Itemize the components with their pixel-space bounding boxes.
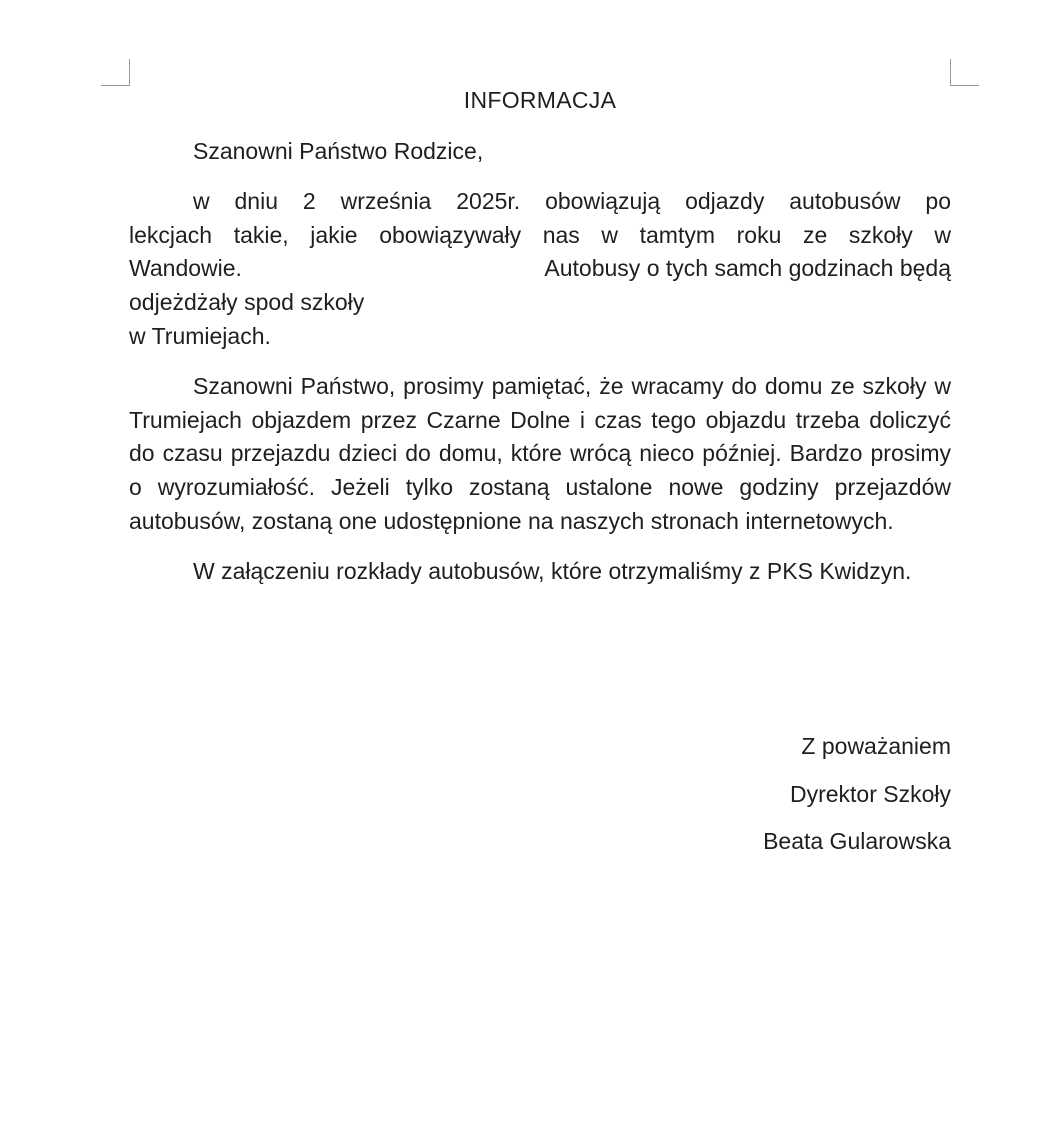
paragraph-1-line-3: [129, 252, 951, 286]
paragraph-2: Szanowni Państwo, prosimy pamiętać, że wracamy do domu ze szkoły w Trumiejach objazdem przez Czarne Dolne i czas tego objazdu trzeba doliczyć do czasu przejazdu dzieci do domu, które wrócą nieco później. Bardzo prosimy o wyrozumiałość. Jeżeli tylko zostaną ustalone nowe godziny przejazdów autobusów, zostaną one udostępnione na naszych stronach internetowych.: [129, 373, 951, 534]
signature-block: [763, 728, 951, 871]
greeting: Szanowni Państwo Rodzice,: [193, 137, 484, 164]
crop-mark-top-right: [950, 59, 979, 86]
paragraph-1-line-5: w Trumiejach.: [129, 322, 271, 349]
signature-closing: Z poważaniem: [801, 733, 951, 759]
document-body: [129, 84, 951, 589]
paragraph-1: [129, 185, 951, 353]
paragraph-3: W załączeniu rozkłady autobusów, które otrzymaliśmy z PKS Kwidzyn.: [193, 558, 912, 585]
paragraph-1-line-3-right: Autobusy o tych samch godzinach będą: [544, 255, 951, 282]
document-heading: INFORMACJA: [463, 87, 617, 113]
paragraph-1-line-3-left: Wandowie.: [129, 255, 242, 282]
paragraph-1-line-2: lekcjach takie, jakie obowiązywały nas w tamtym roku ze szkoły w: [129, 221, 951, 248]
signature-role: Dyrektor Szkoły: [789, 780, 951, 807]
paragraph-1-line-1: w dniu 2 września 2025r. obowiązują odjazdy autobusów po: [193, 188, 951, 215]
paragraph-1-line-4: odjeżdżały spod szkoły: [129, 288, 365, 315]
crop-mark-top-left: [101, 59, 130, 86]
signature-name: Beata Gularowska: [763, 828, 951, 854]
